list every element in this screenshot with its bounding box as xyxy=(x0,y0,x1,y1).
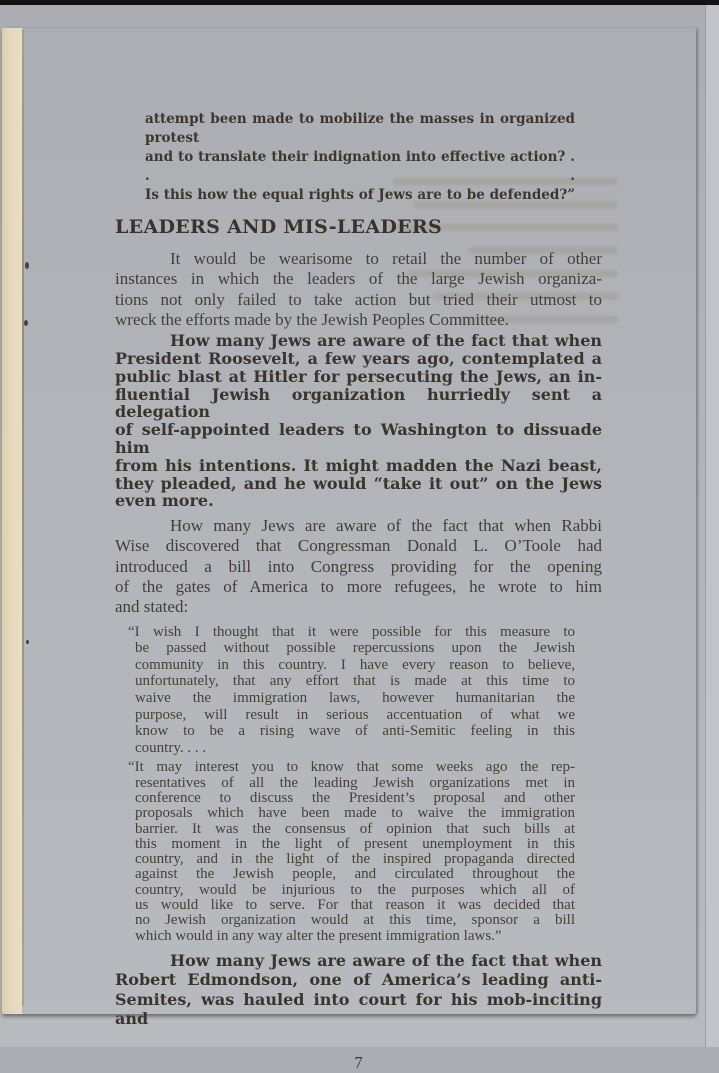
text-line: from his intentions. It might madden the Nazi beast, xyxy=(115,455,602,475)
text-line: purpose, will result in serious accentuation of what we xyxy=(135,706,575,723)
text-line: be passed without possible repercussions upon the Jewish xyxy=(135,640,575,657)
text-line: us would like to serve. For that reason it was decided that xyxy=(135,897,575,914)
text-line: Wise discovered that Congressman Donald L. O’Toole had xyxy=(115,536,602,556)
text-line: country, and in the light of the inspired propaganda directed xyxy=(135,851,575,868)
underlying-page-edge xyxy=(2,28,22,1014)
text-line: tions not only failed to take action but tried their utmost to xyxy=(115,289,602,309)
text-line: Robert Edmondson, one of America’s leading anti- xyxy=(115,970,602,990)
block-quote xyxy=(128,759,575,944)
paragraph xyxy=(115,516,602,617)
paragraph-emphasized xyxy=(115,951,602,1029)
book-page xyxy=(2,28,696,1072)
text-line: of self-appointed leaders to Washington to dissuade him xyxy=(115,420,602,457)
text-line: Is this how the equal rights of Jews are to be defended?” xyxy=(145,187,575,203)
quotation-continuation xyxy=(145,110,575,205)
ink-speck xyxy=(25,262,29,269)
ink-speck xyxy=(24,320,28,326)
text-line: they pleaded, and he would “take it out” on the Jews xyxy=(115,473,602,493)
text-line: and stated: xyxy=(115,597,189,617)
text-line: attempt been made to mobilize the masses in organized protest xyxy=(145,111,575,146)
text-line: of the gates of America to more refugees, he wrote to him xyxy=(115,577,602,597)
text-line: How many Jews are aware of the fact that when xyxy=(170,331,602,351)
text-line: How many Jews are aware of the fact that when Rabbi xyxy=(170,516,602,536)
text-line: wreck the efforts made by the Jewish Peoples Committee. xyxy=(115,309,509,329)
text-line: fluential Jewish organization hurriedly sent a delegation xyxy=(115,384,602,422)
text-line: “I wish I thought that it were possible for this measure to xyxy=(128,623,575,640)
page-text-column xyxy=(115,28,602,1073)
text-line: resentatives of all the leading Jewish organizations met in xyxy=(135,774,575,791)
scan-background-right-band xyxy=(705,5,719,1047)
text-line: public blast at Hitler for persecuting the Jews, an in- xyxy=(115,366,602,386)
text-line: against the Jewish people, and circulated throughout the xyxy=(135,866,575,883)
scanner-bed-edge xyxy=(0,0,719,5)
text-line: It would be wearisome to retail the number of other xyxy=(170,249,602,268)
text-line: this moment in the light of present unemployment in this xyxy=(135,835,575,852)
text-line: know to be a rising wave of anti-Semitic feeling in this xyxy=(135,723,575,740)
text-line: proposals which have been made to waive the immigration xyxy=(135,805,575,822)
block-quote xyxy=(128,623,575,757)
text-line: even more. xyxy=(115,491,214,511)
text-line: instances in which the leaders of the large Jewish organiza- xyxy=(115,269,602,289)
binding-crease xyxy=(22,30,24,1006)
text-line: waive the immigration laws, however humanitarian the xyxy=(135,690,575,707)
text-line: country. . . . xyxy=(135,739,207,756)
ink-speck xyxy=(26,640,29,644)
text-line: “It may interest you to know that some weeks ago the rep- xyxy=(128,759,575,776)
text-line: no Jewish organization would at this time, sponsor a bill xyxy=(135,912,575,929)
section-heading: LEADERS AND MIS-LEADERS xyxy=(115,216,443,238)
text-line: which would in any way alter the present immigration laws.” xyxy=(135,927,502,944)
text-line: conference to discuss the President’s proposal and other xyxy=(135,789,575,806)
text-line: country, would be injurious to the purposes which all of xyxy=(135,881,575,898)
paragraph xyxy=(115,249,602,330)
text-line: barrier. It was the consensus of opinion that such bills at xyxy=(135,820,575,837)
page-number: 7 xyxy=(354,1052,363,1072)
text-line: and to translate their indignation into effective action? . . . xyxy=(145,149,575,184)
text-line: introduced a bill into Congress providing for the opening xyxy=(115,556,602,576)
text-line: unfortunately, that any effort that is made at this time to xyxy=(135,673,575,690)
paragraph-emphasized xyxy=(115,332,602,510)
text-line: Semites, was hauled into court for his mob-inciting and xyxy=(115,989,602,1029)
text-line: community in this country. I have every reason to believe, xyxy=(135,656,575,673)
text-line: President Roosevelt, a few years ago, contemplated a xyxy=(115,348,602,368)
text-line: How many Jews are aware of the fact that when xyxy=(170,950,602,970)
